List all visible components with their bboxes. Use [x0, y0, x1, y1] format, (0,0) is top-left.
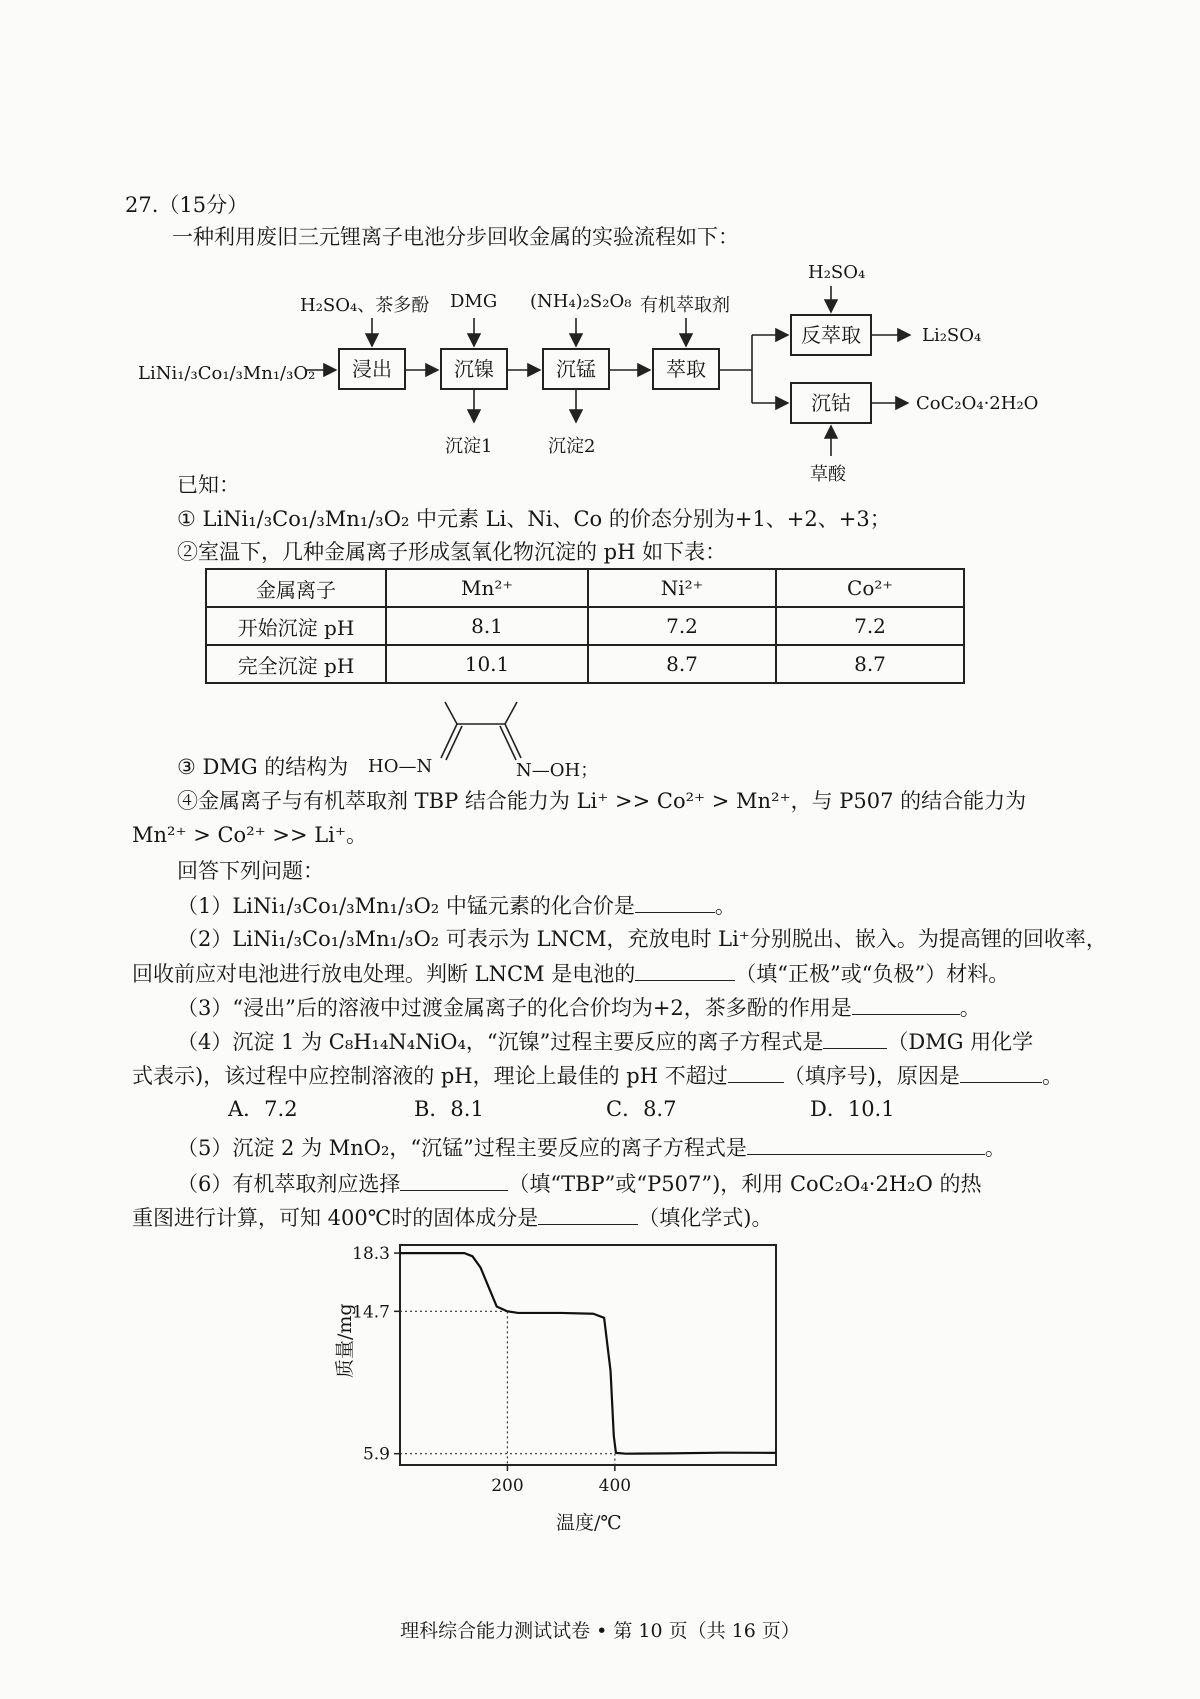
flow-start: LiNi₁/₃Co₁/₃Mn₁/₃O₂	[138, 363, 316, 384]
y-axis-label: 质量/mg	[334, 1303, 356, 1378]
question-4-line2-text: 式表示)，该过程中应控制溶液的 pH，理论上最佳的 pH 不超过	[132, 1064, 728, 1088]
question-6-text: （6）有机萃取剂应选择	[177, 1172, 401, 1196]
table-cell: 8.7	[588, 645, 776, 683]
dmg-right-group: N—OH；	[516, 760, 599, 781]
answer-blank-2[interactable]	[635, 958, 735, 981]
answer-blank-4a[interactable]	[823, 1026, 887, 1049]
step-leach-label: 浸出	[352, 357, 392, 381]
known-item-1: ① LiNi₁/₃Co₁/₃Mn₁/₃O₂ 中元素 Li、Ni、Co 的价态分别为+1、+2、+3；	[177, 507, 891, 531]
x-tick-label: 400	[598, 1476, 632, 1496]
known-item-2: ②室温下，几种金属离子形成氢氧化物沉淀的 pH 如下表：	[177, 540, 727, 564]
input-extract: 有机萃取剂	[640, 295, 730, 316]
known-item-3: ③ DMG 的结构为	[177, 755, 349, 779]
input-nickel: DMG	[450, 291, 498, 312]
output-strip: Li₂SO₄	[922, 325, 982, 346]
x-axis-label: 温度/℃	[556, 1512, 622, 1534]
answer-blank-5[interactable]	[747, 1132, 985, 1155]
page-footer: 理科综合能力测试试卷 • 第 10 页（共 16 页）	[400, 1620, 800, 1642]
plot-frame	[400, 1245, 776, 1465]
question-3	[177, 992, 981, 1023]
step-strip-label: 反萃取	[801, 323, 861, 347]
question-1	[177, 890, 736, 921]
known-item-4-line1: ④金属离子与有机萃取剂 TBP 结合能力为 Li⁺ >> Co²⁺ > Mn²⁺，与 P507 的结合能力为	[177, 789, 1027, 813]
answer-blank-4c[interactable]	[960, 1060, 1042, 1083]
question-1-text: （1）LiNi₁/₃Co₁/₃Mn₁/₃O₂ 中锰元素的化合价是	[177, 894, 635, 918]
input-manganese: (NH₄)₂S₂O₈	[530, 291, 632, 312]
y-tick-label: 18.3	[352, 1244, 390, 1265]
question-2-line2	[132, 958, 1009, 989]
question-4-line2-end: 。	[1041, 1064, 1063, 1088]
option-c: C．8.7	[606, 1097, 677, 1121]
table-cell: 8.1	[386, 607, 588, 645]
y-tick-label: 14.7	[352, 1302, 390, 1323]
option-b: B．8.1	[414, 1097, 484, 1121]
question-5-end: 。	[984, 1136, 1006, 1160]
question-4-text: （4）沉淀 1 为 C₈H₁₄N₄NiO₄，“沉镍”过程主要反应的离子方程式是	[177, 1030, 824, 1054]
question-4-line2-mid: （填序号)，原因是	[783, 1064, 960, 1088]
table-cell: 7.2	[776, 607, 964, 645]
answer-title: 回答下列问题：	[177, 859, 324, 883]
table-header-cell: Co²⁺	[776, 569, 964, 607]
question-6-line2-end: （填化学式)。	[638, 1206, 773, 1230]
known-item-4-line2: Mn²⁺ > Co²⁺ >> Li⁺。	[132, 823, 367, 847]
question-3-end: 。	[959, 996, 981, 1020]
answer-blank-6a[interactable]	[400, 1168, 508, 1191]
answer-blank-4b[interactable]	[728, 1060, 784, 1083]
step-cobalt-label: 沉钴	[811, 391, 851, 415]
y-tick-label: 5.9	[362, 1444, 390, 1465]
question-6-line2	[132, 1202, 772, 1233]
question-3-text: （3）“浸出”后的溶液中过渡金属离子的化合价均为+2，茶多酚的作用是	[177, 996, 852, 1020]
question-number: 27.	[125, 193, 159, 217]
input-strip: H₂SO₄	[808, 262, 866, 283]
question-6-line2-text: 重图进行计算，可知 400℃时的固体成分是	[132, 1206, 539, 1230]
x-tick-label: 200	[491, 1476, 524, 1496]
table-cell: 完全沉淀 pH	[206, 645, 386, 683]
tg-curve	[400, 1253, 776, 1454]
question-5-text: （5）沉淀 2 为 MnO₂，“沉锰”过程主要反应的离子方程式是	[177, 1136, 747, 1160]
question-score: （15分）	[158, 193, 249, 217]
flow-arrows	[0, 0, 1200, 520]
table-header-cell: 金属离子	[206, 569, 386, 607]
output-nickel: 沉淀1	[445, 436, 493, 457]
question-5	[177, 1132, 1006, 1163]
question-6-line1	[177, 1168, 981, 1199]
option-a: A．7.2	[228, 1097, 298, 1121]
step-extract-label: 萃取	[666, 357, 706, 381]
table-row	[206, 607, 964, 645]
question-6-line1-end: （填“TBP”或“P507”)，利用 CoC₂O₄·2H₂O 的热	[508, 1172, 982, 1196]
question-4-line1-end: （DMG 用化学	[887, 1030, 1034, 1054]
dmg-structure-skeleton	[425, 696, 545, 766]
output-cobalt: CoC₂O₄·2H₂O	[916, 393, 1039, 414]
ph-table	[205, 568, 965, 684]
output-manganese: 沉淀2	[548, 436, 596, 457]
question-2-end: （填“正极”或“负极”）材料。	[735, 962, 1010, 986]
input-cobalt: 草酸	[810, 464, 846, 485]
table-header-cell: Mn²⁺	[386, 569, 588, 607]
step-manganese-label: 沉锰	[556, 357, 596, 381]
dmg-left-group: HO—N	[368, 756, 433, 777]
known-title: 已知：	[177, 473, 240, 497]
step-nickel-label: 沉镍	[454, 357, 494, 381]
question-2-text: 回收前应对电池进行放电处理。判断 LNCM 是电池的	[132, 962, 636, 986]
option-d: D．10.1	[810, 1097, 895, 1121]
answer-blank-1[interactable]	[635, 890, 715, 913]
table-cell: 8.7	[776, 645, 964, 683]
table-cell: 7.2	[588, 607, 776, 645]
table-row	[206, 645, 964, 683]
question-2-line1: （2）LiNi₁/₃Co₁/₃Mn₁/₃O₂ 可表示为 LNCM，充放电时 Li⁺分别脱出、嵌入。为提高锂的回收率，	[177, 927, 1107, 951]
table-cell: 10.1	[386, 645, 588, 683]
table-header-row	[206, 569, 964, 607]
question-4-line2	[132, 1060, 1063, 1091]
table-cell: 开始沉淀 pH	[206, 607, 386, 645]
answer-blank-3[interactable]	[852, 992, 960, 1015]
table-header-cell: Ni²⁺	[588, 569, 776, 607]
question-4-line1	[177, 1026, 1033, 1057]
question-intro: 一种利用废旧三元锂离子电池分步回收金属的实验流程如下：	[172, 225, 739, 249]
input-leach: H₂SO₄、茶多酚	[300, 295, 430, 316]
answer-blank-6b[interactable]	[538, 1202, 638, 1225]
question-1-end: 。	[714, 894, 736, 918]
